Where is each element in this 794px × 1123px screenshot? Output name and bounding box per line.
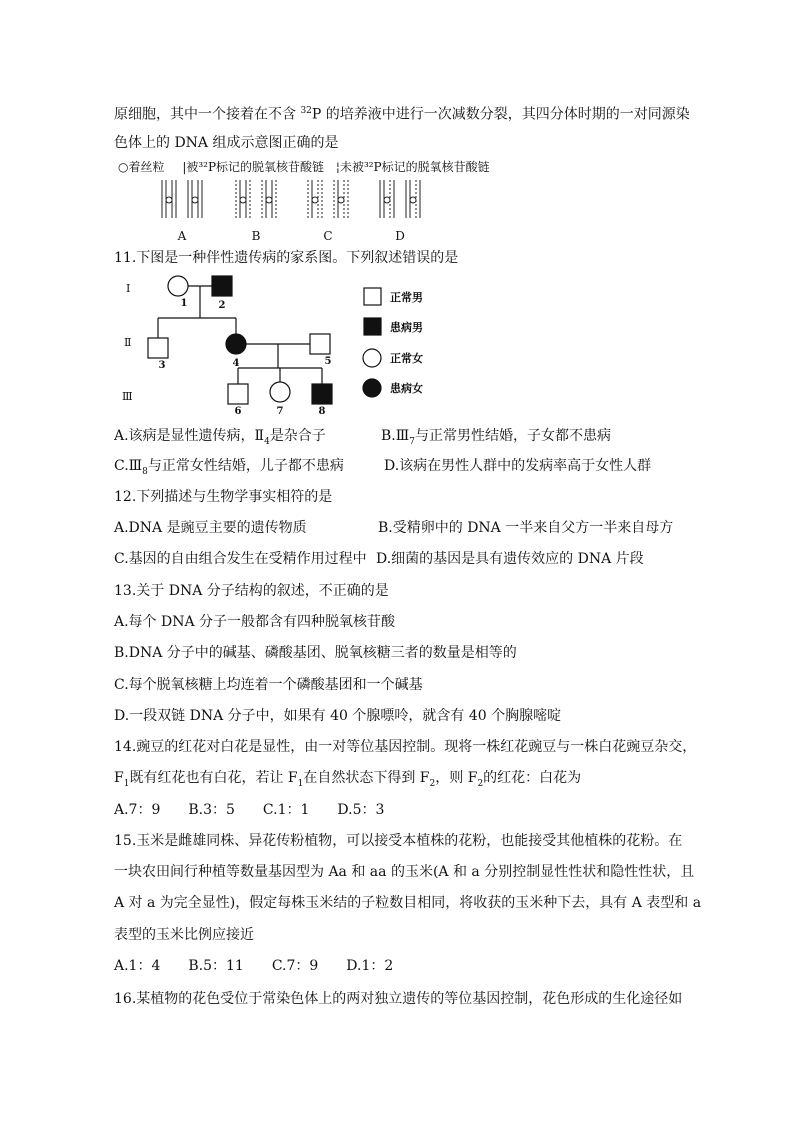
pedigree-number-1: 1 (180, 298, 188, 309)
q13-option-d[interactable]: D.一段双链 DNA 分子中，如果有 40 个腺嘌呤，就含有 40 个胸腺嘧啶 (114, 708, 562, 724)
q12-option-a[interactable]: A.DNA 是豌豆主要的遗传物质 (114, 520, 307, 536)
pedigree-individual-3 (148, 338, 168, 358)
pedigree-number-3: 3 (158, 360, 166, 371)
dna-figure-legend: ○着丝粒 |被³²P标记的脱氧核苷酸链 ¦未被³²P标记的脱氧核苷酸链 (118, 160, 490, 174)
generation-label-2: Ⅱ (124, 336, 132, 349)
dna-option-c-label: C (323, 229, 333, 243)
pedigree-individual-8 (312, 384, 332, 404)
pedigree-individual-5 (310, 334, 330, 354)
q10-text-line2: 色体上的 DNA 组成示意图正确的是 (114, 135, 339, 151)
dna-option-a-label: A (177, 229, 187, 243)
dna-option-d-diagram (380, 180, 420, 218)
q14-stem: 14.豌豆的红花对白花是显性，由一对等位基因控制。现将一株红花豌豆与一株白花豌豆杂交， (114, 739, 697, 755)
q13-stem: 13.关于 DNA 分子结构的叙述，不正确的是 (114, 583, 389, 599)
q13-option-c[interactable]: C.每个脱氧核糖上均连着一个磷酸基团和一个碱基 (114, 677, 423, 693)
q14-options[interactable]: A.7：9 B.3：5 C.1：1 D.5：3 (114, 802, 385, 818)
q12-option-c[interactable]: C.基因的自由组合发生在受精作用过程中 (114, 551, 367, 567)
pedigree-individual-1 (168, 276, 188, 296)
pedigree-individual-4 (226, 334, 246, 354)
dna-option-c-diagram (308, 180, 348, 218)
pedigree-number-4: 4 (232, 358, 240, 369)
dna-option-b-diagram (236, 180, 276, 218)
q13-option-a[interactable]: A.每个 DNA 分子一般都含有四种脱氧核苷酸 (114, 614, 396, 630)
q15-options[interactable]: A.1：4 B.5：11 C.7：9 D.1：2 (114, 958, 394, 974)
q11-option-b[interactable]: $B.Ⅲ_7$与正常男性结婚，子女都不患病 (381, 428, 611, 447)
pedigree-number-8: 8 (318, 406, 326, 417)
q16-stem: 16.某植物的花色受位于常染色体上的两对独立遗传的等位基因控制，花色形成的生化途径如 (114, 991, 683, 1007)
q12-option-b[interactable]: B.受精卵中的 DNA 一半来自父方一半来自母方 (378, 520, 674, 536)
q10-text-line1: 原细胞，其中一个接着在不含 $^{32}$P 的培养液中进行一次减数分裂，其四分体时期的一对同源染 (114, 106, 690, 123)
q11-option-a[interactable]: A.该病是显性遗传病，$Ⅱ_4$是杂合子 (114, 428, 326, 447)
q15-stem-line2: 一块农田间行种植等数量基因型为 Aa 和 aa 的玉米(A 和 a 分别控制显性性状和隐性性状，且 (114, 864, 695, 880)
legend-normal-female-label: 正常女 (390, 352, 423, 365)
q14-stem-line2: $F_1$既有红花也有白花，若让 $F_1$在自然状态下得到 $F_2$，则 $F_2$的红花：白花为 (114, 770, 582, 789)
generation-label-1: I (126, 282, 131, 295)
pedigree-individual-6 (228, 384, 248, 404)
legend-affected-male-label: 患病男 (390, 321, 423, 334)
labeled-chain-legend: 被³²P标记的脱氧核苷酸链 (186, 160, 325, 174)
legend-normal-female-symbol (363, 349, 381, 367)
pedigree-individual-2 (212, 276, 232, 296)
unlabeled-chain-legend: 未被³²P标记的脱氧核苷酸链 (339, 160, 490, 174)
legend-normal-male-symbol (364, 288, 381, 305)
q12-stem: 12.下列描述与生物学事实相符的是 (114, 489, 333, 505)
legend-normal-male-label: 正常男 (390, 291, 423, 304)
dna-option-a-diagram (162, 180, 202, 218)
pedigree-number-5: 5 (324, 356, 332, 367)
q11-stem: 11.下图是一种伴性遗传病的家系图。下列叙述错误的是 (114, 250, 459, 266)
legend-affected-male-symbol (364, 318, 381, 335)
dna-figure (150, 176, 450, 246)
generation-label-3: Ⅲ (122, 390, 133, 403)
legend-affected-female-label: 患病女 (390, 382, 423, 395)
pedigree-number-2: 2 (218, 300, 226, 311)
dna-option-b-label: B (251, 229, 261, 243)
legend-affected-female-symbol (363, 379, 381, 397)
pedigree-chart (118, 272, 478, 417)
q12-option-d[interactable]: D.细菌的基因是具有遗传效应的 DNA 片段 (376, 551, 644, 567)
pedigree-individual-7 (270, 382, 290, 402)
q15-stem-line4: 表型的玉米比例应接近 (114, 927, 254, 943)
q15-stem-line1: 15.玉米是雌雄同株、异花传粉植物，可以接受本植株的花粉，也能接受其他植株的花粉。在 (114, 833, 683, 849)
dna-option-d-label: D (395, 229, 405, 243)
centromere-legend: ○着丝粒 (118, 160, 165, 174)
q11-option-d[interactable]: D.该病在男性人群中的发病率高于女性人群 (384, 458, 652, 474)
q13-option-b[interactable]: B.DNA 分子中的碱基、磷酸基团、脱氧核糖三者的数量是相等的 (114, 645, 517, 661)
q11-option-c[interactable]: $C.Ⅲ_8$与正常女性结婚，儿子都不患病 (114, 458, 344, 477)
pedigree-number-6: 6 (234, 406, 242, 417)
q15-stem-line3: A 对 a 为完全显性)，假定每株玉米结的子粒数目相同，将收获的玉米种下去，具有 A 表型和 a (114, 895, 702, 911)
pedigree-number-7: 7 (276, 406, 284, 417)
